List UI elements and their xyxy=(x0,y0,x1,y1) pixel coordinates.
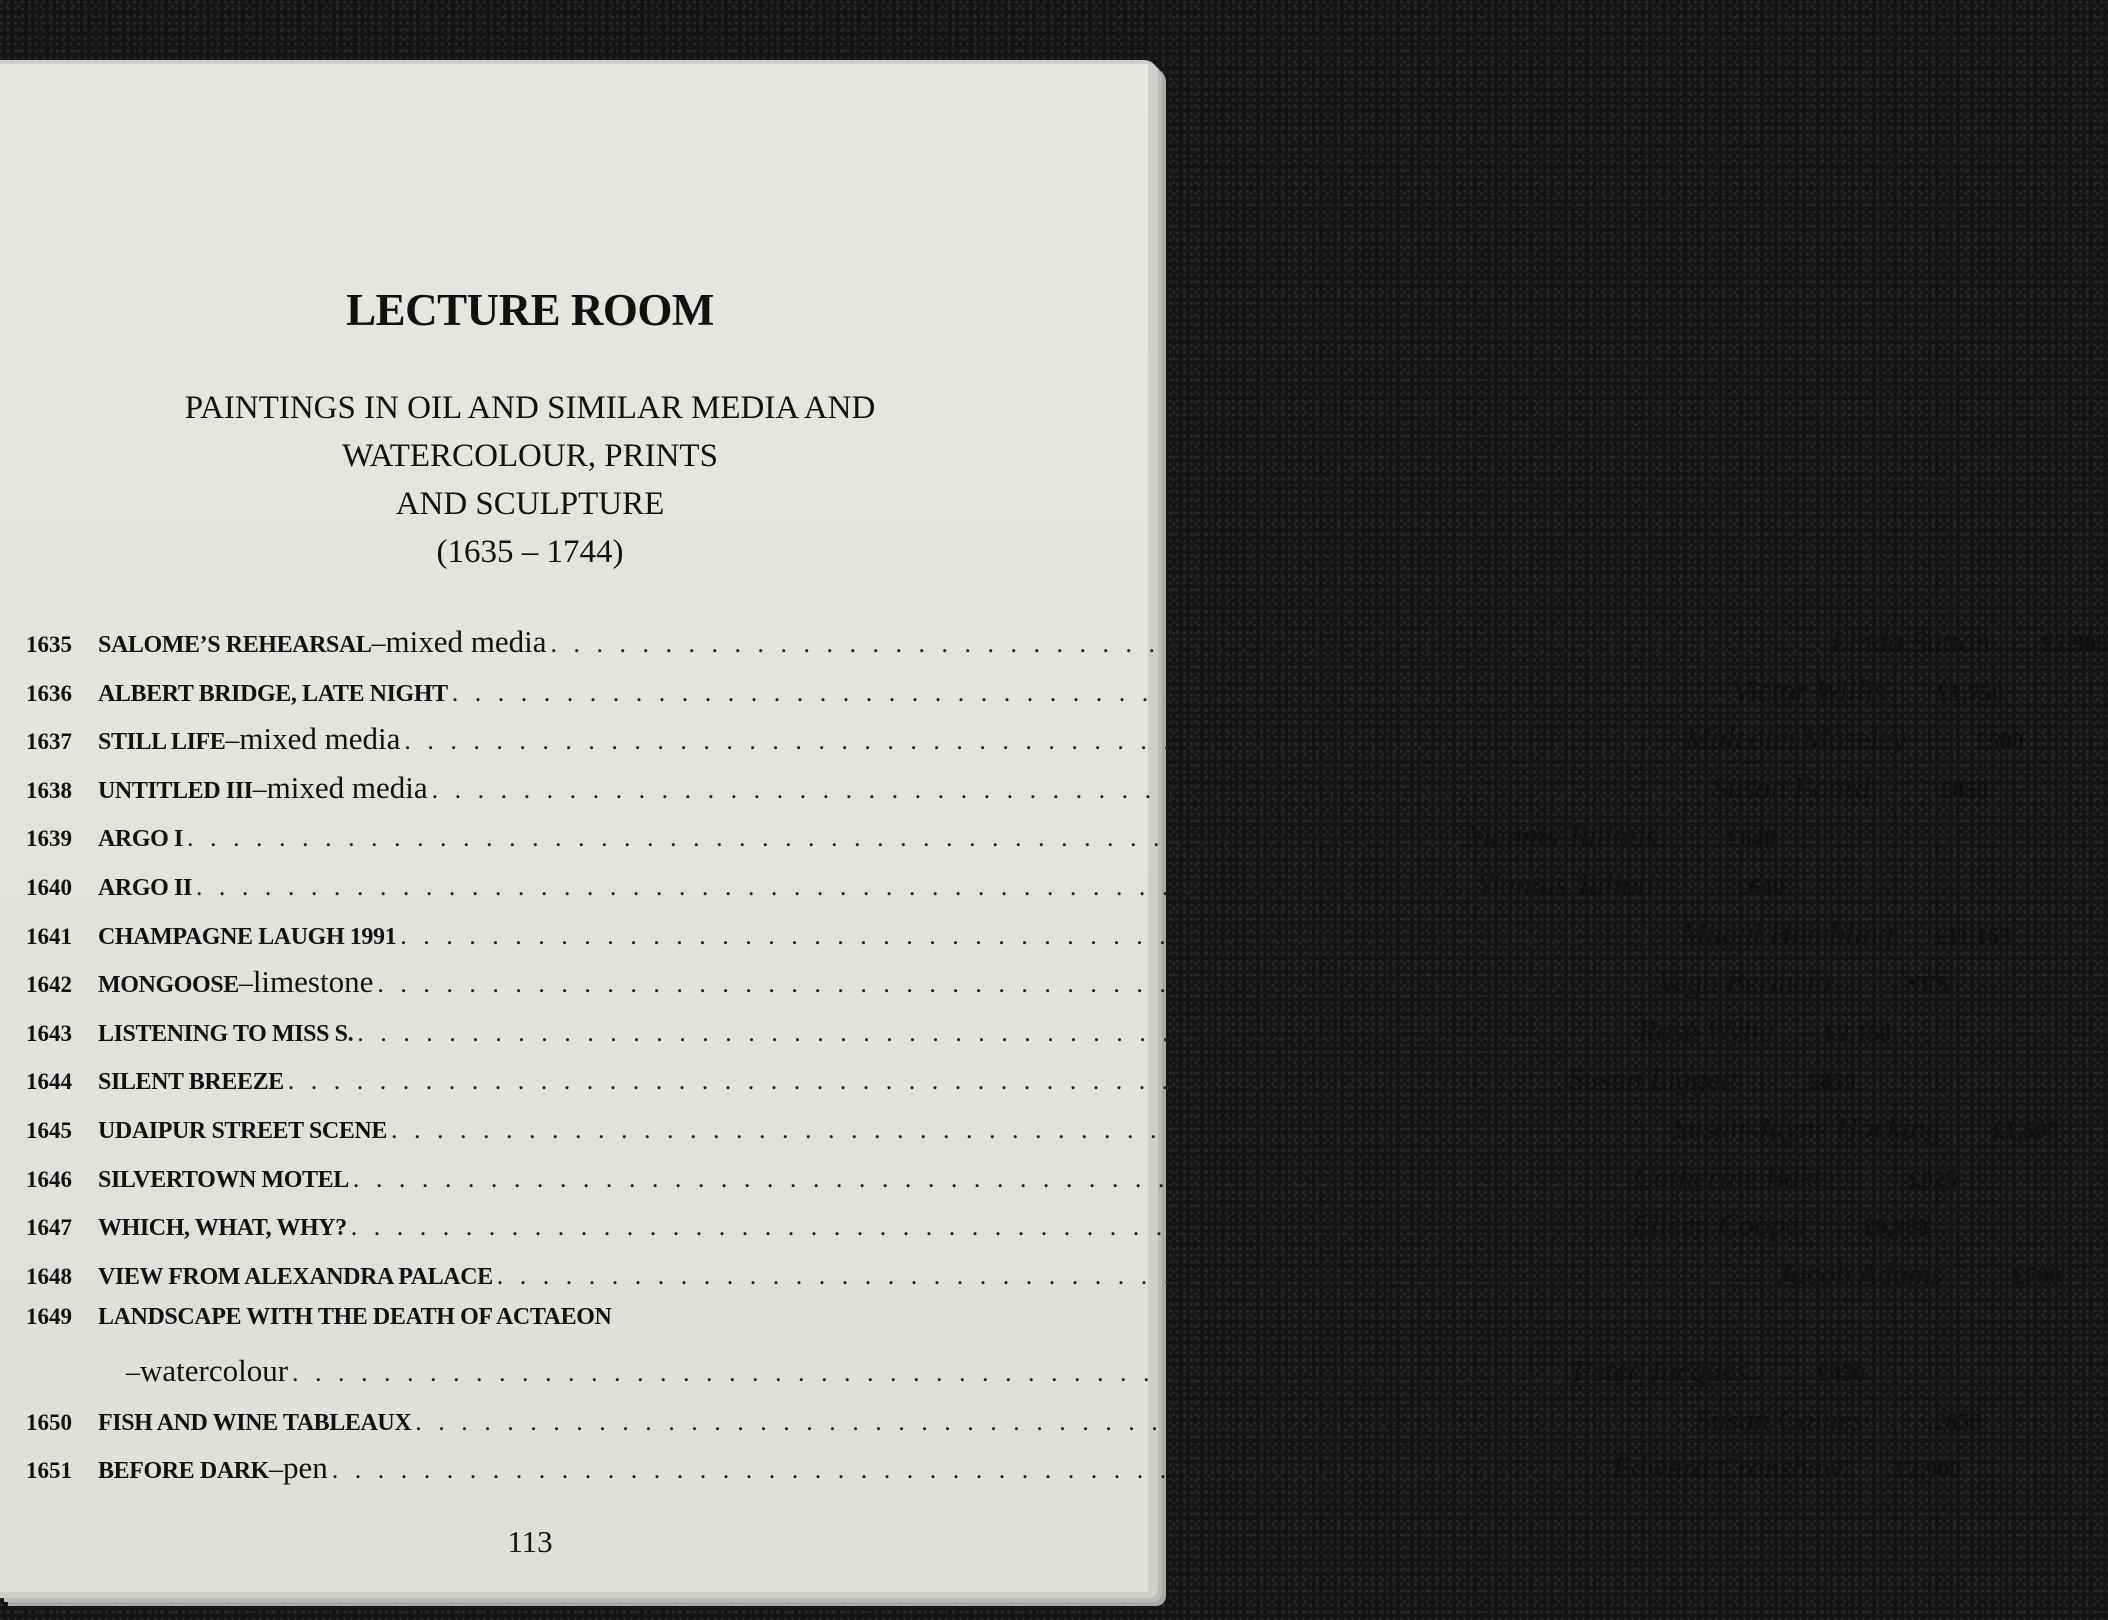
entry-price: £450 xyxy=(1817,1360,1866,1387)
entry-number: 1645 xyxy=(26,1117,72,1143)
entry-title: ALBERT BRIDGE, LATE NIGHT xyxy=(98,680,448,707)
dot-leader: . . . . . . . . . . . . . . . . . . . . . . . . . . . . . . . . . . . . . . . . . . . . . . . . . . . . . . . . xyxy=(390,1114,1668,1144)
entry-artist: Susan Liggett xyxy=(1568,1061,1738,1097)
entry-artist: Eileen Cooper xyxy=(1631,1207,1812,1243)
entry-title: WHICH, WHAT, WHY? xyxy=(98,1215,347,1242)
entry-title: ARGO I xyxy=(98,826,183,853)
entry-artist: Susan-Jayne Hocking xyxy=(1671,1109,1941,1145)
entry-medium: mixed media xyxy=(385,624,547,659)
catalogue-entry xyxy=(26,866,1785,916)
entry-price: £825 xyxy=(1909,1166,1958,1193)
catalogue-entry xyxy=(26,1109,2059,1159)
medium-dash: – xyxy=(371,628,386,659)
entry-artist: Yiannis Taliotis xyxy=(1476,866,1667,902)
entry-number: 1646 xyxy=(26,1166,72,1192)
entry-title: BEFORE DARK xyxy=(98,1458,269,1485)
subtitle-line-1: PAINTINGS IN OIL AND SIMILAR MEDIA AND xyxy=(184,390,876,426)
entry-number: 1644 xyxy=(26,1069,72,1095)
dot-leader: . . . . . . . . . . . . . . . . . . . . . . . . . . . . . . . . . . . . . . . . . . . . . . . . . . . . . . . . xyxy=(404,726,1681,756)
medium-dash: – xyxy=(225,725,240,757)
entry-price: £500 xyxy=(1976,729,2025,756)
entry-artist: Rose Wylie xyxy=(1637,1012,1774,1048)
dot-leader: . . . . . . . . . . . . . . . . . . . . . . . . . . . . . . . . . . . . . . . . . . . . . . . . . . . . . . . . xyxy=(357,1017,1634,1047)
medium-dash: – xyxy=(126,1356,140,1388)
dot-leader: . . . . . . . . . . . . . . . . . . . . . . . . . . . . . . . . . . . . . . . . . . . . . . . . . . . . . . . . xyxy=(377,969,1654,999)
entry-number: 1642 xyxy=(26,972,72,998)
entry-artist: Susan Caines xyxy=(1695,1401,1864,1437)
page-number: 113 xyxy=(507,1524,553,1559)
entry-medium: pen xyxy=(282,1450,328,1486)
entry-price: £2,900 xyxy=(1895,1458,1962,1485)
entry-title: LISTENING TO MISS S. xyxy=(98,1020,354,1047)
entry-number: 1635 xyxy=(26,632,72,657)
entry-title: FISH AND WINE TABLEAUX xyxy=(98,1409,412,1436)
catalogue-entry xyxy=(26,818,1776,867)
page-title: LECTURE ROOM xyxy=(346,285,714,335)
entry-artist: Yiannis Taliotis xyxy=(1467,818,1658,854)
catalogue-entry-continuation xyxy=(26,1352,1866,1402)
entry-medium: mixed media xyxy=(239,721,401,757)
entry-title: UDAIPUR STREET SCENE xyxy=(98,1117,387,1144)
catalogue-entry xyxy=(26,1255,2061,1305)
entry-artist: Catherine Baker xyxy=(1633,1158,1840,1194)
catalogue-entry xyxy=(26,1012,1892,1062)
dot-leader: . . . . . . . . . . . . . . . . . . . . . . . . . . . . . . . . . . . . . . . . . . . . . . . . . . . . . . . . xyxy=(331,1455,1609,1485)
entry-price: £1,500 xyxy=(1992,1117,2059,1144)
catalogue-list xyxy=(26,624,2108,1499)
subtitle-line-3: AND SCULPTURE xyxy=(395,486,665,522)
entry-artist: Peter Jacques xyxy=(1572,1352,1748,1388)
entry-price: £1,750 xyxy=(1937,680,2004,707)
medium-dash: – xyxy=(252,773,267,805)
subtitle-line-2: WATERCOLOUR, PRINTS xyxy=(342,438,718,474)
catalogue-entry xyxy=(26,624,2108,673)
entry-title: VIEW FROM ALEXANDRA PALACE xyxy=(98,1263,493,1290)
dot-leader: . . . . . . . . . . . . . . . . . . . . . . . . . . . . . . . . . . . . . . . . . . . . . . . . . . . . . . . . xyxy=(550,629,1828,658)
dot-leader: . . . . . . . . . . . . . . . . . . . . . . . . . . . . . . . . . . . . . . . . . . . . . . . . . . . . . . . . xyxy=(287,1066,1565,1096)
entry-title: SALOME’S REHEARSAL xyxy=(98,632,372,658)
entry-number: 1643 xyxy=(26,1020,72,1046)
entry-title: STILL LIFE xyxy=(98,729,226,756)
catalogue-entry xyxy=(26,1207,1930,1256)
entry-price: NFS xyxy=(1903,972,1949,999)
entry-artist: Edward Cronshaw xyxy=(1612,1450,1844,1486)
entry-number: 1640 xyxy=(26,874,72,900)
entry-number: 1641 xyxy=(26,923,72,949)
dot-leader: . . . . . . . . . . . . . . . . . . . . . . . . . . . . . . . . . . . . . . . . . . . . . . . . . . . . . . . . xyxy=(400,920,1677,950)
entry-price: £850 xyxy=(1807,1069,1856,1096)
medium-dash: – xyxy=(238,968,253,1000)
dot-leader: . . . . . . . . . . . . . . . . . . . . . . . . . . . . . . . . . . . . . . . . . . . . . . . . . . . . . . . . xyxy=(352,1163,1630,1193)
entry-number: 1650 xyxy=(26,1409,72,1435)
entry-artist: Victor Willis xyxy=(1732,672,1886,708)
catalogue-entry xyxy=(26,769,1989,819)
entry-medium: watercolour xyxy=(140,1352,289,1388)
entry-number: 1636 xyxy=(26,680,72,706)
catalogue-entry xyxy=(26,1304,1026,1353)
dot-leader: . . . . . . . . . . . . . . . . . . . . . . . . . . . . . . . . . . . . . . . . . . . . . . . . . . . . . . . . xyxy=(496,1260,1774,1290)
dot-leader: . . . . . . . . . . . . . . . . . . . . . . . . . . . . . . . . . . . . . . . . . . . . . . . . . . . . . . . . xyxy=(451,677,1729,707)
entry-number: 1639 xyxy=(26,826,72,852)
entry-price: £850 xyxy=(1940,777,1989,804)
entry-title: SILENT BREEZE xyxy=(98,1069,284,1096)
entry-artist: Susan Foord xyxy=(1712,769,1871,805)
entry-price: £640 xyxy=(1736,874,1785,901)
entry-number: 1651 xyxy=(26,1458,72,1484)
entry-price: £2,900 xyxy=(2042,632,2108,658)
entry-title: UNTITLED III xyxy=(98,777,253,804)
entry-number: 1649 xyxy=(26,1304,72,1330)
subtitle-line-4: (1635 – 1744) xyxy=(436,534,624,570)
entry-artist: Maggi Hambling xyxy=(1680,915,1894,951)
dot-leader: . . . . . . . . . . . . . . . . . . . . . . . . . . . . . . . . . . . . . . . . . . . . . . . . . . . . . . . . xyxy=(415,1406,1692,1436)
entry-number: 1637 xyxy=(26,729,72,755)
entry-price: £650 xyxy=(1933,1409,1982,1436)
entry-artist: Malcolm Moseley xyxy=(1684,721,1907,757)
entry-title: LANDSCAPE WITH THE DEATH OF ACTAEON xyxy=(98,1304,612,1331)
entry-number: 1647 xyxy=(26,1215,72,1241)
catalogue-entry xyxy=(26,672,2004,722)
dot-leader: . . . . . . . . . . . . . . . . . . . . . . . . . . . . . . . . . . . . . . . . . . . . . . . . . . . . . . . . xyxy=(195,871,1473,901)
catalogue-entry xyxy=(26,721,2025,770)
catalogue-page xyxy=(0,64,2108,1592)
dot-leader: . . . . . . . . . . . . . . . . . . . . . . . . . . . . . . . . . . . . . . . . . . . . . . . . . . . . . . . . xyxy=(350,1212,1628,1242)
entry-price: £700 xyxy=(2012,1263,2061,1290)
entry-title: SILVERTOWN MOTEL xyxy=(98,1166,349,1193)
catalogue-entry xyxy=(26,964,1949,1013)
catalogue-entry xyxy=(26,1158,1958,1208)
medium-dash: – xyxy=(268,1454,283,1486)
entry-title: CHAMPAGNE LAUGH 1991 xyxy=(98,923,397,950)
entry-price: £2,150 xyxy=(1825,1020,1892,1047)
dot-leader: . . . . . . . . . . . . . . . . . . . . . . . . . . . . . . . . . . . . . . . . . . . . . . . . . . . . . . . . xyxy=(186,823,1464,853)
entry-number: 1648 xyxy=(26,1263,72,1289)
catalogue-entry xyxy=(26,915,2012,965)
dot-leader: . . . . . . . . . . . . . . . . . . . . . . . . . . . . . . . . . . . . . . . . . . . . . . . . . . . . . . . . xyxy=(431,774,1709,804)
entry-artist: Linda Sutton xyxy=(1831,624,1991,659)
entry-medium: mixed media xyxy=(266,769,428,805)
entry-artist: Jacob Adams xyxy=(1777,1255,1943,1291)
entry-number: 1638 xyxy=(26,777,72,803)
catalogue-entry xyxy=(26,1061,1856,1110)
catalogue-entry xyxy=(26,1401,1982,1451)
entry-price: £9,988 xyxy=(1863,1215,1930,1242)
catalogue-entry xyxy=(26,1450,1962,1499)
entry-artist: Vega Bermejo xyxy=(1657,964,1831,1000)
dot-leader: . . . . . . . . . . . . . . . . . . . . . . . . . . . . . . . . . . . . . . . . . . . . . . . . . . . . . . . . xyxy=(292,1357,1569,1387)
entry-title: MONGOOSE xyxy=(98,972,239,999)
entry-title: ARGO II xyxy=(98,874,192,901)
entry-price: £640 xyxy=(1727,826,1776,853)
entry-price: £11,163 xyxy=(1934,923,2012,950)
entry-medium: limestone xyxy=(252,964,374,1000)
